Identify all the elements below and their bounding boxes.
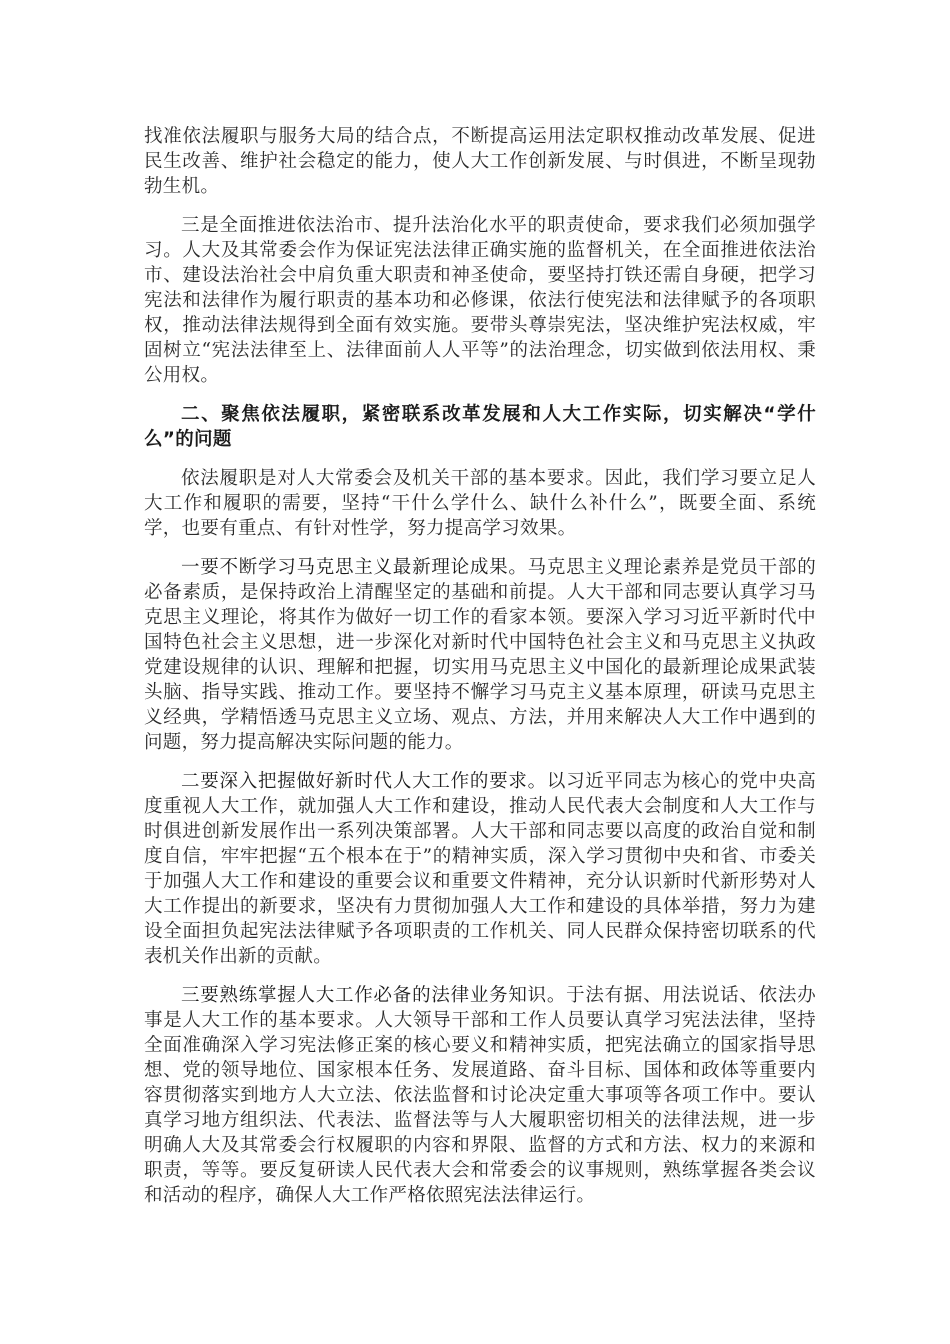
point-2-lead: 二要深入把握做好新时代人大工作的要求。	[181, 771, 547, 792]
point-2-paragraph	[144, 769, 816, 969]
point-3-paragraph	[144, 983, 816, 1208]
point-3-lead: 三要熟练掌握人大工作必备的法律业务知识。	[181, 985, 567, 1006]
point-1-lead: 一要不断学习马克思主义最新理论成果。	[181, 557, 528, 578]
paragraph-continuation: 找准依法履职与服务大局的结合点，不断提高运用法定职权推动改革发展、促进民生改善、维护社会稳定的能力，使人大工作创新发展、与时俱进，不断呈现勃勃生机。	[144, 126, 816, 197]
point-1-paragraph	[144, 555, 816, 755]
point-2-body: 以习近平同志为核心的党中央高度重视人大工作，就加强人大工作和建设，推动人民代表大会制度和人大工作与时俱进创新发展作出一系列决策部署。人大干部和同志要以高度的政治自觉和制度自信，牢牢把握“五个根本在于”的精神实质，深入学习贯彻中央和省、市委关于加强人大工作和建设的重要会议和重要文件精神，充分认识新时代新形势对人大工作提出的新要求，坚决有力贯彻加强人大工作和建设的具体举措，努力为建设全面担负起宪法法律赋予各项职责的工作机关、同人民群众保持密切联系的代表机关作出新的贡献。	[144, 771, 817, 967]
point-3-body: 于法有据、用法说话、依法办事是人大工作的基本要求。人大领导干部和工作人员要认真学习宪法法律，坚持全面准确深入学习宪法修正案的核心要义和精神实质，把宪法确立的国家指导思想、党的领导地位、国家根本任务、发展道路、奋斗目标、国体和政体等重要内容贯彻落实到地方人大立法、依法监督和讨论决定重大事项等各项工作中。要认真学习地方组织法、代表法、监督法等与人大履职密切相关的法律法规，进一步明确人大及其常委会行权履职的内容和界限、监督的方式和方法、权力的来源和职责，等等。要反复研读人民代表大会和常委会的议事规则，熟练掌握各类会议和活动的程序，确保人大工作严格依照宪法法律运行。	[144, 985, 816, 1206]
section-heading-2: 二、聚焦依法履职，紧密联系改革发展和人大工作实际，切实解决“学什么”的问题	[144, 404, 816, 450]
document-page	[144, 124, 816, 1222]
point-1-body: 马克思主义理论素养是党员干部的必备素质，是保持政治上清醒坚定的基础和前提。人大干部和同志要认真学习马克思主义理论，将其作为做好一切工作的看家本领。要深入学习习近平新时代中国特色社会主义思想，进一步深化对新时代中国特色社会主义和马克思主义执政党建设规律的认识、理解和把握，切实用马克思主义中国化的最新理论成果武装头脑、指导实践、推动工作。要坚持不懈学习马克主义基本原理，研读马克思主义经典，学精悟透马克思主义立场、观点、方法，并用来解决人大工作中遇到的问题，努力提高解决实际问题的能力。	[144, 557, 816, 753]
paragraph-duty-mission: 三是全面推进依法治市、提升法治化水平的职责使命，要求我们必须加强学习。人大及其常委会作为保证宪法法律正确实施的监督机关，在全面推进依法治市、建设法治社会中肩负重大职责和神圣使命，要坚持打铁还需自身硬，把学习宪法和法律作为履行职责的基本功和必修课，依法行使宪法和法律赋予的各项职权，推动法律法规得到全面有效实施。要带头尊崇宪法，坚决维护宪法权威，牢固树立“宪法法律至上、法律面前人人平等”的法治理念，切实做到依法用权、秉公用权。	[144, 215, 816, 386]
paragraph-intro: 依法履职是对人大常委会及机关干部的基本要求。因此，我们学习要立足人大工作和履职的需要，坚持“干什么学什么、缺什么补什么”，既要全面、系统学，也要有重点、有针对性学，努力提高学习效果。	[144, 468, 816, 539]
